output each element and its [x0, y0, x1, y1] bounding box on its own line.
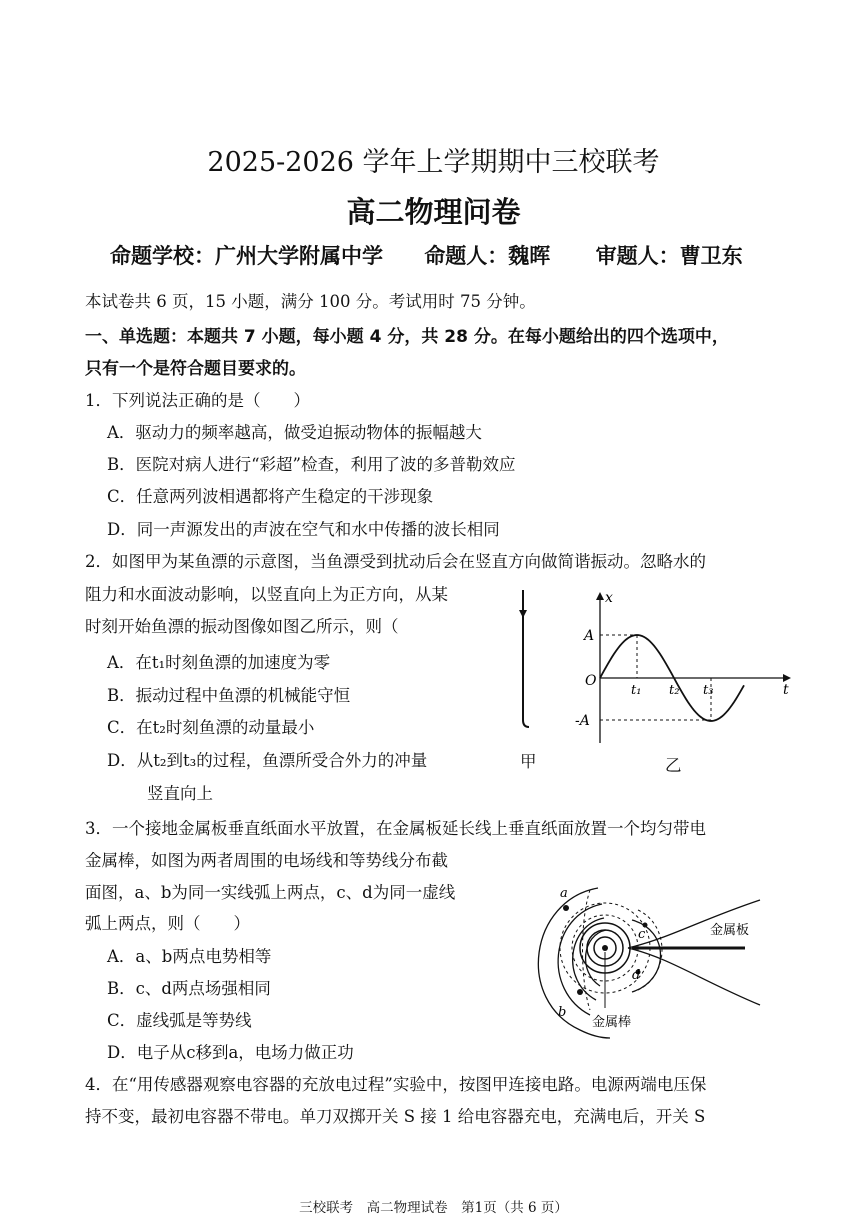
q3-stem-line2: 金属棒，如图为两者周围的电场线和等势线分布截: [85, 851, 448, 870]
q3-option-d: D．电子从c移到a，电场力做正功: [107, 1043, 354, 1062]
q3-stem-line3: 面图，a、b为同一实线弧上两点，c、d为同一虚线: [85, 883, 456, 902]
section-heading-line1: 一、单选题：本题共 7 小题，每小题 4 分，共 28 分。在每小题给出的四个选项中，: [85, 327, 729, 347]
q1-option-a: A．驱动力的频率越高，做受迫振动物体的振幅越大: [107, 423, 482, 442]
q2-stem-line3: 时刻开始鱼漂的振动图像如图乙所示，则（: [85, 617, 399, 636]
q2-option-a: A．在t₁时刻鱼漂的加速度为零: [107, 653, 331, 672]
t-axis-arrow: [783, 674, 791, 682]
exam-intro: 本试卷共 6 页，15 小题，满分 100 分。考试用时 75 分钟。: [85, 292, 536, 311]
q3-stem-line1: 3．一个接地金属板垂直纸面水平放置，在金属板延长线上垂直纸面放置一个均匀带电: [85, 819, 706, 838]
float-figure: [505, 585, 545, 735]
setter-credit: 命题人：魏晖: [424, 244, 551, 268]
q2-option-c: C．在t₂时刻鱼漂的动量最小: [107, 718, 315, 737]
oscillation-graph: [575, 588, 795, 748]
t3-label: t₃: [703, 683, 714, 698]
q2-option-d-cont: 竖直向上: [147, 784, 213, 803]
q1-stem: 1．下列说法正确的是（ ）: [85, 391, 310, 410]
t2-label: t₂: [669, 683, 680, 698]
metal-plate-lower: [628, 948, 760, 1005]
figure-jia-label: 甲: [520, 752, 537, 771]
point-b-label: b: [558, 1005, 567, 1020]
q2-stem-line2: 阻力和水面波动影响，以竖直向上为正方向，从某: [85, 585, 448, 604]
exam-credits: [110, 240, 743, 270]
figure-yi-label: 乙: [665, 756, 682, 775]
dashed-arcs: [560, 890, 662, 1010]
amp-pos-label: A: [584, 628, 595, 644]
q2-stem-line1: 2．如图甲为某鱼漂的示意图，当鱼漂受到扰动后会在竖直方向做简谐振动。忽略水的: [85, 552, 706, 571]
school-credit: 命题学校：广州大学附属中学: [110, 244, 383, 268]
q3-option-b: B．c、d两点场强相同: [107, 979, 271, 998]
exam-title: 2025-2026 学年上学期期中三校联考: [207, 147, 660, 178]
q1-option-b: B．医院对病人进行“彩超”检查，利用了波的多普勒效应: [107, 455, 516, 474]
q1-option-d: D．同一声源发出的声波在空气和水中传播的波长相同: [107, 520, 500, 539]
reviewer-credit: 审题人：曹卫东: [595, 244, 743, 268]
q4-line2: 持不变，最初电容器不带电。单刀双掷开关 S 接 1 给电容器充电，充满电后，开关 S: [85, 1107, 706, 1126]
origin-label: O: [585, 673, 597, 689]
section-heading-line2: 只有一个是符合题目要求的。: [85, 359, 306, 379]
electric-field-figure: [520, 880, 780, 1050]
t1-label: t₁: [631, 683, 642, 698]
plate-label: 金属板: [710, 923, 750, 938]
q2-option-d: D．从t₂到t₃的过程，鱼漂所受合外力的冲量: [107, 751, 428, 770]
point-a-dot: [563, 905, 569, 911]
page-footer: 三校联考 高二物理试卷 第1页（共 6 页）: [299, 1200, 568, 1216]
point-b-dot: [577, 989, 583, 995]
q1-option-c: C．任意两列波相遇都将产生稳定的干涉现象: [107, 487, 434, 506]
q4-line1: 4．在“用传感器观察电容器的充放电过程”实验中，按图甲连接电路。电源两端电压保: [85, 1075, 707, 1094]
point-d-label: d: [632, 968, 641, 983]
amp-neg-label: -A: [575, 713, 590, 729]
x-axis-label: x: [605, 590, 613, 606]
x-axis-arrow: [596, 592, 604, 600]
rod-center: [602, 945, 608, 951]
q3-option-c: C．虚线弧是等势线: [107, 1011, 252, 1030]
q2-option-b: B．振动过程中鱼漂的机械能守恒: [107, 686, 351, 705]
point-c-label: c: [638, 927, 646, 942]
q3-stem-line4: 弧上两点，则（ ）: [85, 914, 250, 933]
t-axis-label: t: [783, 682, 789, 698]
rod-label: 金属棒: [592, 1015, 632, 1030]
point-a-label: a: [560, 886, 568, 901]
q3-option-a: A．a、b两点电势相等: [107, 947, 272, 966]
exam-subtitle: 高二物理问卷: [346, 195, 521, 229]
